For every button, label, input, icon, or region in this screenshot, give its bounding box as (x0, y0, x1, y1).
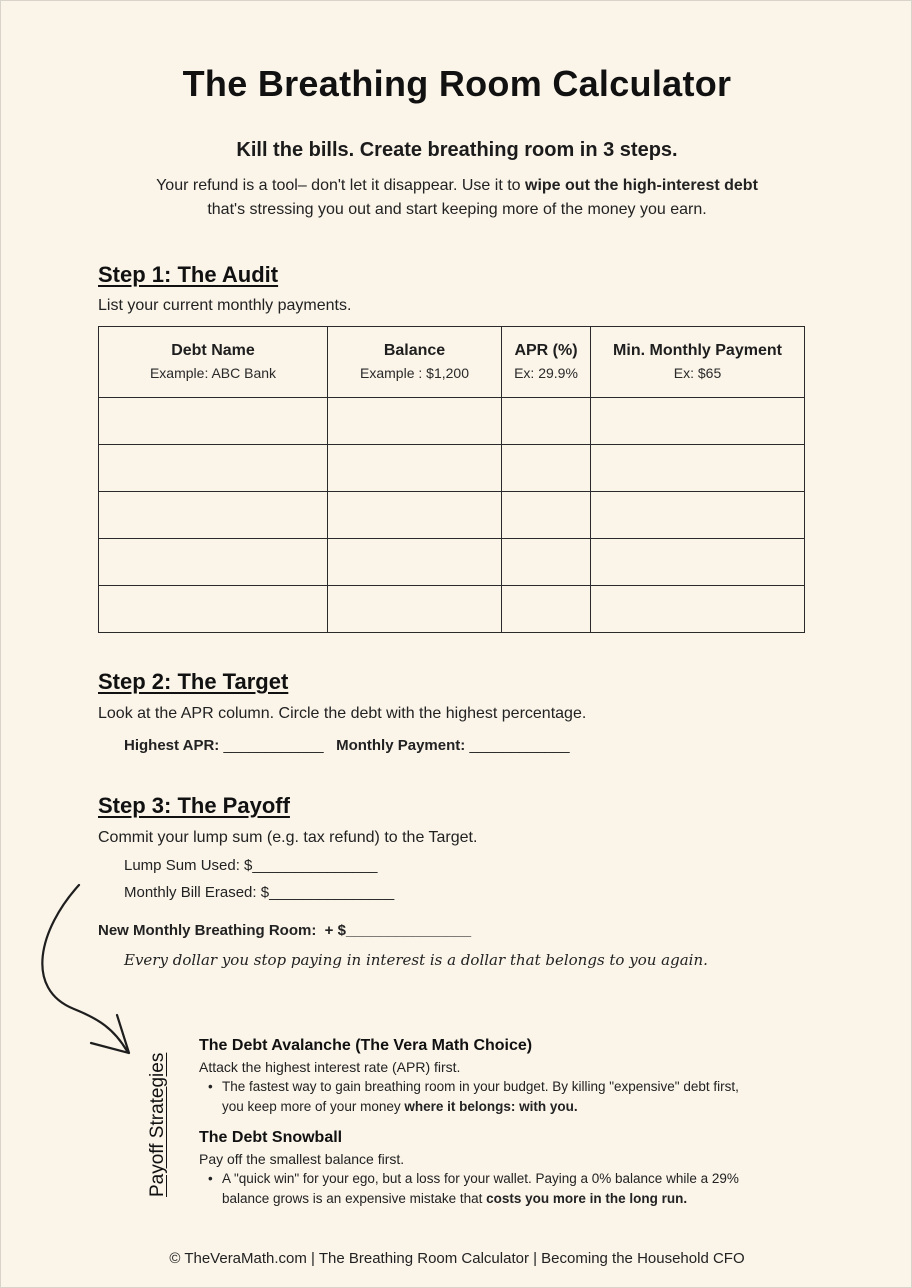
intro-part2: that's stressing you out and start keeping more of the money you earn. (207, 201, 707, 218)
table-cell[interactable] (591, 492, 805, 539)
col-debt-name (99, 327, 328, 398)
intro-part1: Your refund is a tool– don't let it disappear. Use it to (156, 177, 526, 194)
table-row (99, 539, 805, 586)
col-balance (328, 327, 502, 398)
breathing-room-blank[interactable]: + $_______________ (324, 922, 472, 939)
table-cell[interactable] (328, 398, 502, 445)
avalanche-bullet-bold: where it belongs: with you. (404, 1099, 578, 1114)
table-cell[interactable] (591, 539, 805, 586)
table-cell[interactable] (502, 586, 591, 633)
col-header-label: Balance (383, 342, 446, 359)
col-header-example: Ex: $65 (673, 365, 722, 381)
table-cell[interactable] (99, 398, 328, 445)
table-cell[interactable] (99, 586, 328, 633)
table-cell[interactable] (502, 539, 591, 586)
table-cell[interactable] (328, 445, 502, 492)
snowball-bullet-bold: costs you more in the long run. (486, 1191, 688, 1206)
table-cell[interactable] (502, 492, 591, 539)
payoff-strategies-text: Payoff Strategies (147, 1052, 168, 1197)
highest-apr-label: Highest APR: (124, 737, 220, 754)
curved-arrow-icon (29, 879, 139, 1059)
table-row (99, 492, 805, 539)
table-cell[interactable] (99, 492, 328, 539)
snowball-subtitle: Pay off the smallest balance first. (199, 1151, 405, 1167)
col-header-example: Example: ABC Bank (149, 365, 277, 381)
snowball-bullet-text: A "quick win" for your ego, but a loss for your wallet. Paying a 0% balance while a 29% balance grows is an expensive mistake that (222, 1171, 739, 1206)
intro-text (101, 174, 813, 222)
page-footer: © TheVeraMath.com | The Breathing Room Calculator | Becoming the Household CFO (169, 1250, 745, 1267)
table-row (99, 586, 805, 633)
step2-text: Look at the APR column. Circle the debt with the highest percentage. (98, 705, 587, 722)
payoff-strategies-label (147, 1041, 171, 1197)
breathing-room-label: New Monthly Breathing Room: (98, 922, 317, 939)
col-header-label: Debt Name (171, 342, 255, 359)
avalanche-bullet-text: The fastest way to gain breathing room in your budget. By killing "expensive" debt first, you keep more of your money (222, 1079, 739, 1114)
table-cell[interactable] (591, 445, 805, 492)
table-cell[interactable] (328, 586, 502, 633)
avalanche-bullet (222, 1077, 762, 1117)
col-header-label: APR (%) (514, 342, 578, 359)
col-apr (502, 327, 591, 398)
page-subtitle: Kill the bills. Create breathing room in 3 steps. (236, 139, 678, 161)
avalanche-subtitle: Attack the highest interest rate (APR) first. (199, 1059, 461, 1075)
table-cell[interactable] (502, 398, 591, 445)
table-cell[interactable] (591, 398, 805, 445)
audit-header-row (99, 327, 805, 398)
step1-heading: Step 1: The Audit (98, 262, 279, 287)
step3-heading: Step 3: The Payoff (98, 793, 290, 818)
intro-bold: wipe out the high-interest debt (525, 177, 758, 194)
col-min-payment (591, 327, 805, 398)
table-row (99, 445, 805, 492)
lump-sum-field[interactable]: Lump Sum Used: $_______________ (124, 857, 378, 874)
target-fields (124, 737, 570, 754)
page-title: The Breathing Room Calculator (182, 63, 732, 104)
monthly-payment-blank[interactable]: ____________ (469, 737, 570, 754)
col-header-example: Ex: 29.9% (514, 365, 578, 381)
step2-heading: Step 2: The Target (98, 669, 289, 694)
avalanche-title: The Debt Avalanche (The Vera Math Choice) (199, 1037, 533, 1054)
col-header-example: Example : $1,200 (360, 365, 469, 381)
table-cell[interactable] (328, 492, 502, 539)
snowball-title: The Debt Snowball (199, 1129, 343, 1146)
audit-table (98, 326, 805, 633)
snowball-bullet (222, 1169, 762, 1209)
interest-quote: Every dollar you stop paying in interest is a dollar that belongs to you again. (124, 951, 708, 969)
monthly-payment-label: Monthly Payment: (336, 737, 466, 754)
breathing-room-field (98, 922, 471, 939)
table-cell[interactable] (328, 539, 502, 586)
col-header-label: Min. Monthly Payment (613, 342, 782, 359)
table-row (99, 398, 805, 445)
table-cell[interactable] (502, 445, 591, 492)
table-cell[interactable] (99, 445, 328, 492)
bill-erased-field[interactable]: Monthly Bill Erased: $_______________ (124, 884, 395, 901)
highest-apr-blank[interactable]: ____________ (223, 737, 324, 754)
step1-text: List your current monthly payments. (98, 297, 352, 314)
table-cell[interactable] (591, 586, 805, 633)
step3-text: Commit your lump sum (e.g. tax refund) to the Target. (98, 829, 478, 846)
table-cell[interactable] (99, 539, 328, 586)
